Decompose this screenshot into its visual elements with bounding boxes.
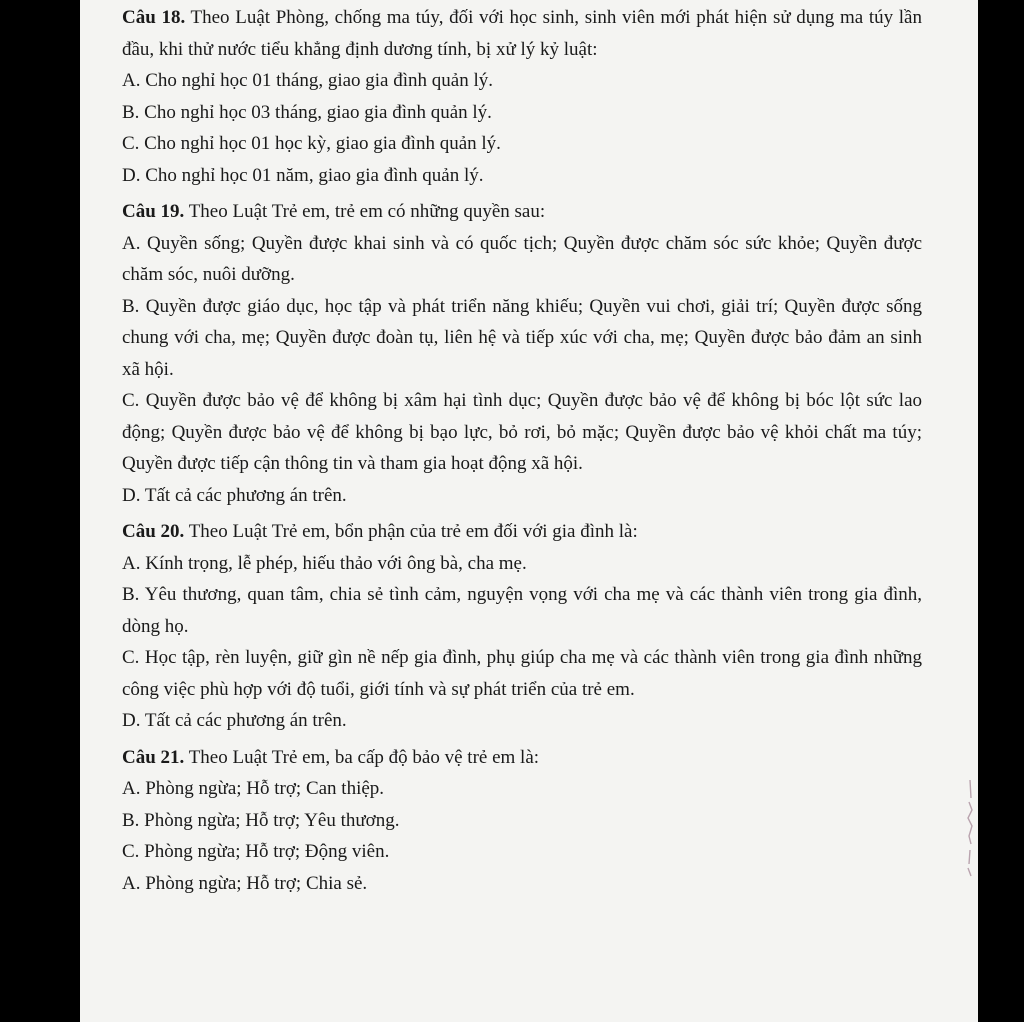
question-text: Theo Luật Trẻ em, ba cấp độ bảo vệ trẻ em là: — [184, 746, 540, 768]
document-content — [122, 2, 922, 904]
answer-option: B. Yêu thương, quan tâm, chia sẻ tình cảm, nguyện vọng với cha mẹ và các thành viên trong gia đình, dòng họ. — [122, 584, 922, 637]
question-text: Theo Luật Phòng, chống ma túy, đối với học sinh, sinh viên mới phát hiện sử dụng ma túy lần đầu, khi thử nước tiểu khẳng định dương tính, bị xử lý kỷ luật: — [122, 7, 922, 60]
answer-option: C. Cho nghỉ học 01 học kỳ, giao gia đình quản lý. — [122, 133, 501, 154]
answer-option: C. Học tập, rèn luyện, giữ gìn nề nếp gia đình, phụ giúp cha mẹ và các thành viên trong gia đình những công việc phù hợp với độ tuổi, giới tính và sự phát triển của trẻ em. — [122, 647, 922, 700]
answer-option: C. Phòng ngừa; Hỗ trợ; Động viên. — [122, 841, 390, 862]
question-title — [122, 2, 922, 65]
question-text: Theo Luật Trẻ em, bổn phận của trẻ em đối với gia đình là: — [184, 521, 638, 542]
answer-option: B. Cho nghỉ học 03 tháng, giao gia đình quản lý. — [122, 101, 492, 123]
answer-option: D. Tất cả các phương án trên. — [122, 710, 347, 731]
answer-option: C. Quyền được bảo vệ để không bị xâm hại tình dục; Quyền được bảo vệ để không bị bóc lột sức lao động; Quyền được bảo vệ để không bị bạo lực, bỏ rơi, bỏ mặc; Quyền được bảo vệ khỏi chất ma túy; Quyền được tiếp cận thông tin và tham gia hoạt động xã hội. — [122, 390, 922, 474]
margin-stamp-mark — [964, 780, 976, 880]
question-20 — [122, 516, 922, 737]
question-21 — [122, 742, 922, 900]
question-title — [122, 196, 922, 228]
answer-option: D. Cho nghỉ học 01 năm, giao gia đình quản lý. — [122, 164, 484, 186]
question-label: Câu 19. — [122, 201, 185, 222]
question-label: Câu 20. — [122, 521, 185, 542]
document-page — [80, 0, 978, 1022]
question-18 — [122, 2, 922, 191]
answer-option: A. Quyền sống; Quyền được khai sinh và có quốc tịch; Quyền được chăm sóc sức khỏe; Quyền được chăm sóc, nuôi dưỡng. — [122, 232, 922, 285]
question-19 — [122, 196, 922, 511]
answer-option: B. Quyền được giáo dục, học tập và phát triển năng khiếu; Quyền vui chơi, giải trí; Quyền được sống chung với cha, mẹ; Quyền được đoàn tụ, liên hệ và tiếp xúc với cha, mẹ; Quyền được bảo đảm an sinh xã hội. — [122, 295, 922, 380]
question-label: Câu 18. — [122, 7, 186, 28]
question-title — [122, 516, 922, 548]
answer-option: A. Cho nghỉ học 01 tháng, giao gia đình quản lý. — [122, 70, 493, 91]
answer-option: A. Phòng ngừa; Hỗ trợ; Chia sẻ. — [122, 872, 368, 894]
answer-option: A. Phòng ngừa; Hỗ trợ; Can thiệp. — [122, 778, 385, 799]
question-text: Theo Luật Trẻ em, trẻ em có những quyền sau: — [184, 201, 546, 222]
question-title — [122, 742, 922, 774]
answer-option: B. Phòng ngừa; Hỗ trợ; Yêu thương. — [122, 809, 400, 831]
answer-option: D. Tất cả các phương án trên. — [122, 484, 347, 506]
question-label: Câu 21. — [122, 746, 185, 768]
answer-option: A. Kính trọng, lễ phép, hiếu thảo với ông bà, cha mẹ. — [122, 552, 527, 574]
